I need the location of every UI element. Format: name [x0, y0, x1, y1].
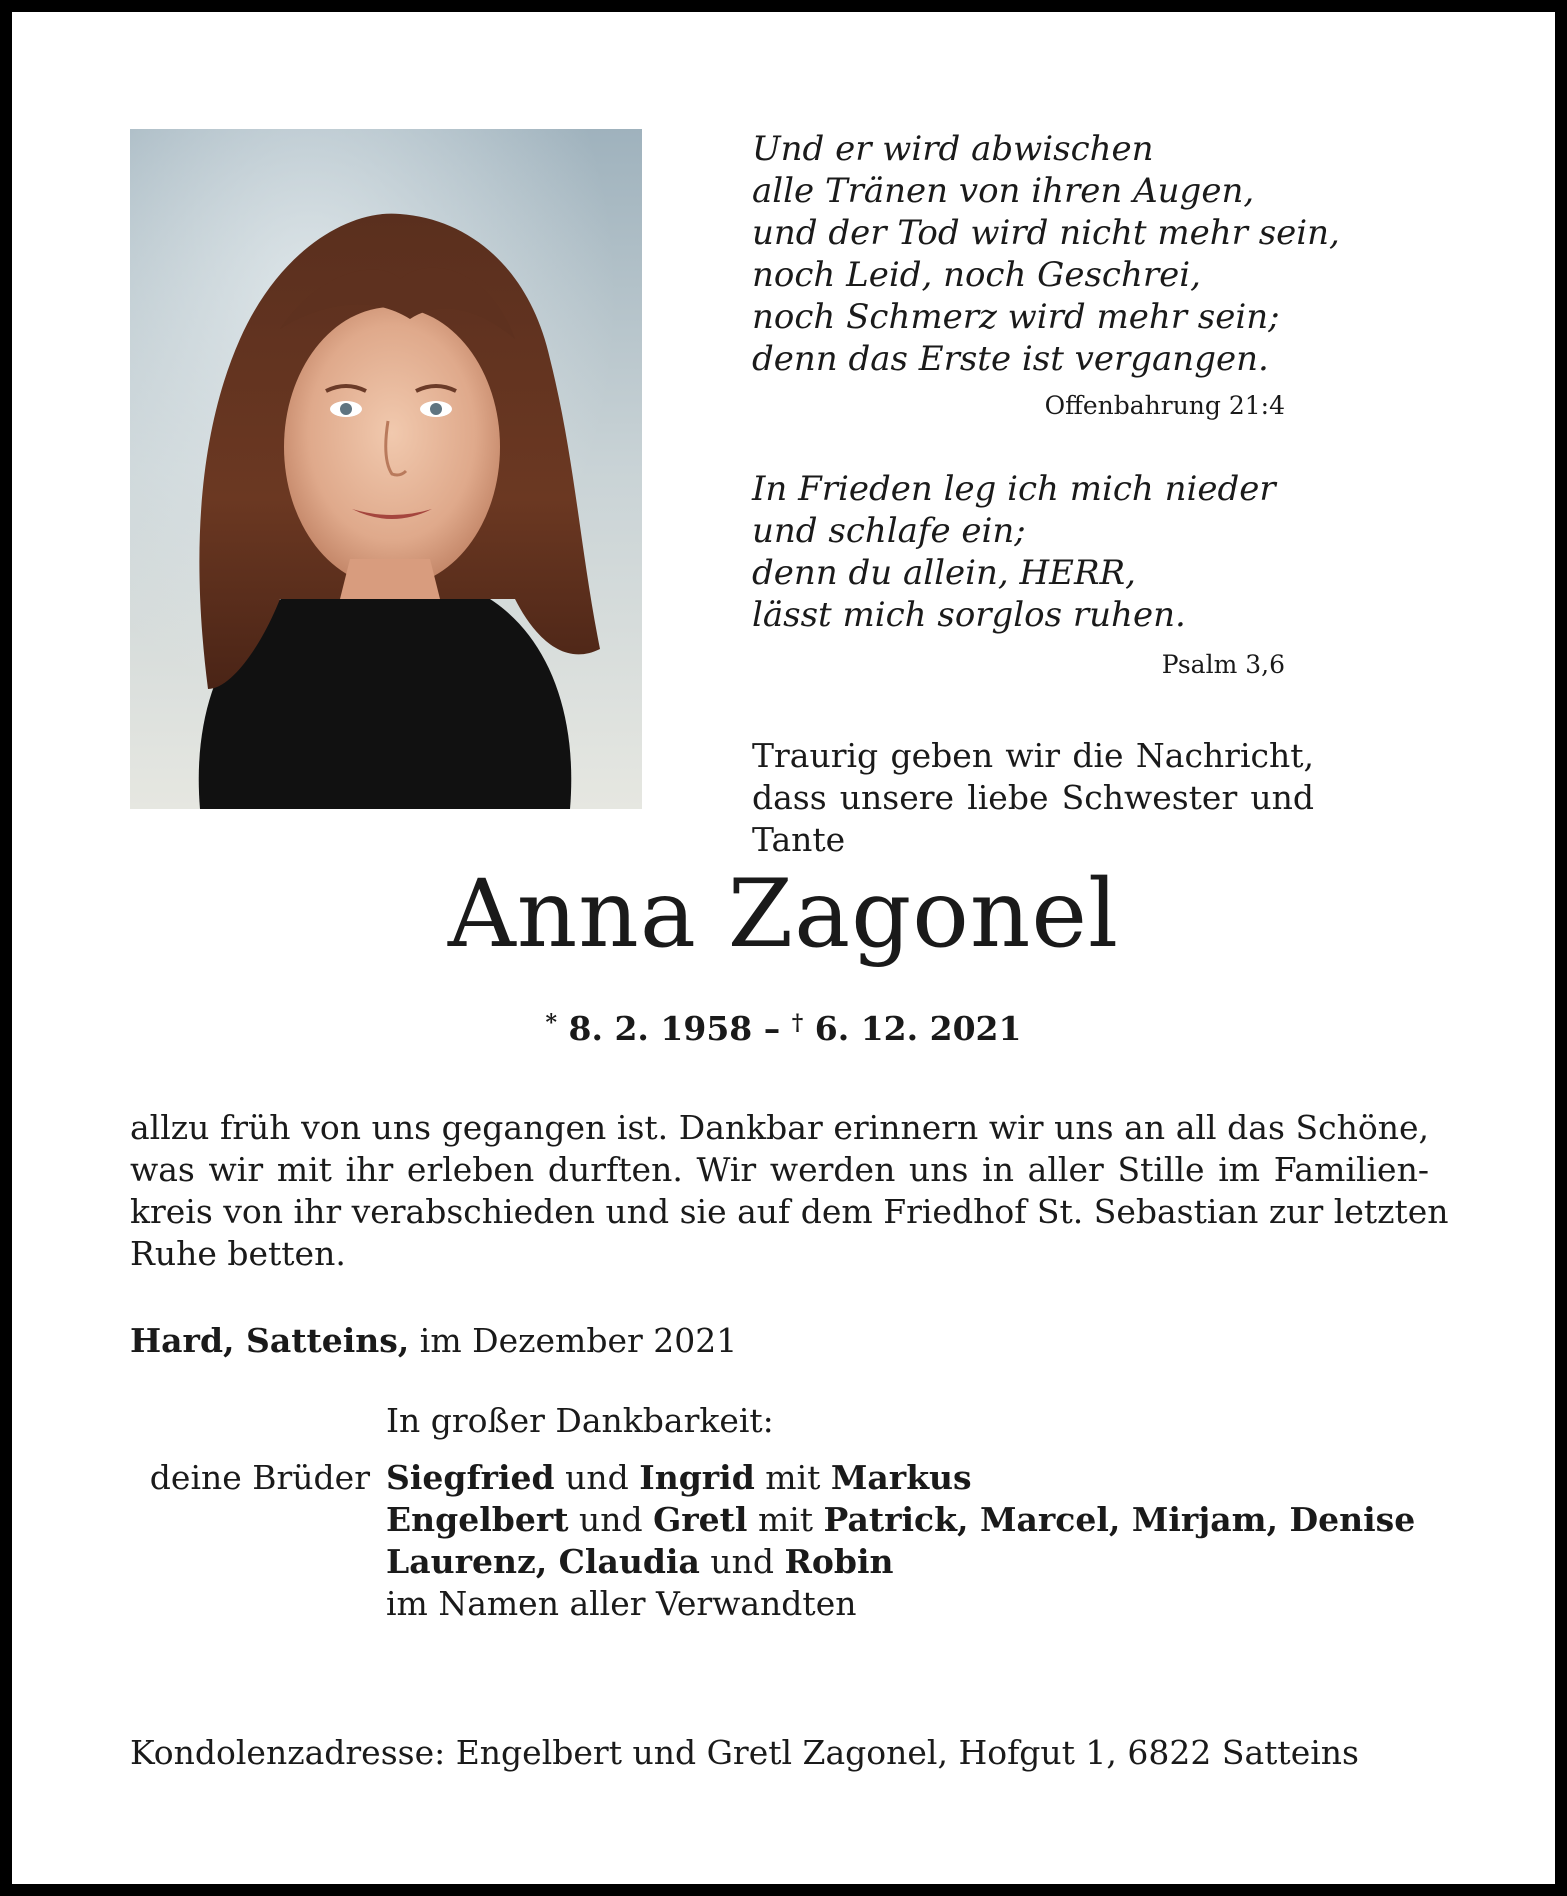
mourners-row	[386, 1499, 1415, 1541]
conjunction: und	[565, 1458, 629, 1497]
birth-symbol: *	[545, 1010, 558, 1036]
conjunction: und	[710, 1542, 774, 1581]
verse-2-line: In Frieden leg ich mich nieder	[752, 469, 1276, 509]
portrait-illustration	[130, 129, 642, 809]
mourner-name: Patrick, Marcel, Mirjam, Denise	[823, 1500, 1416, 1539]
verse-1-line: Und er wird abwischen	[752, 129, 1154, 169]
place-date: im Dezember 2021	[419, 1321, 738, 1360]
verse-2-line: und schlafe ein;	[752, 511, 1026, 551]
mourner-name: Gretl	[653, 1500, 748, 1539]
body-line: kreis von ihr verabschieden und sie auf dem Friedhof St. Sebastian zur letzten	[130, 1192, 1449, 1231]
death-date: 6. 12. 2021	[814, 1009, 1022, 1048]
death-symbol: †	[791, 1010, 804, 1036]
mourner-name: Engelbert	[386, 1500, 569, 1539]
body-line: Ruhe betten.	[130, 1234, 346, 1273]
verse-1-line: und der Tod wird nicht mehr sein,	[752, 213, 1340, 253]
mourner-name: Ingrid	[639, 1458, 755, 1497]
bible-verse-1	[752, 128, 1340, 380]
condolence-address: Kondolenzadresse: Engelbert und Gretl Zagonel, Hofgut 1, 6822 Satteins	[130, 1733, 1359, 1772]
life-dates	[12, 1002, 1555, 1050]
verse-1-line: noch Schmerz wird mehr sein;	[752, 297, 1280, 337]
verse-1-line: alle Tränen von ihren Augen,	[752, 171, 1255, 211]
mourners-list	[386, 1457, 1415, 1625]
announcement-intro: Traurig geben wir die Nachricht, dass unsere liebe Schwester und Tante	[752, 736, 1314, 859]
conjunction: und	[578, 1500, 643, 1539]
announcement-body	[130, 1107, 1449, 1275]
verse-1-line: noch Leid, noch Geschrei,	[752, 255, 1201, 295]
portrait-photo	[130, 129, 642, 809]
mourner-name: Markus	[830, 1458, 972, 1497]
body-line: was wir mit ihr erleben durften. Wir werden uns in aller Stille im Familien-	[130, 1150, 1429, 1189]
conjunction: mit	[757, 1500, 814, 1539]
bible-verse-2	[752, 468, 1312, 636]
verse-1-reference: Offenbahrung 21:4	[1044, 391, 1285, 420]
mourners-row	[386, 1457, 1415, 1499]
mourners-row	[386, 1541, 1415, 1583]
deceased-name: Anna Zagonel	[447, 860, 1120, 969]
place-towns: Hard, Satteins,	[130, 1321, 410, 1360]
conjunction: mit	[765, 1458, 821, 1497]
verse-2-line: lässt mich sorglos ruhen.	[752, 595, 1186, 635]
body-line: allzu früh von uns gegangen ist. Dankbar erinnern wir uns an all das Schöne,	[130, 1108, 1429, 1147]
obituary-page	[12, 12, 1555, 1884]
verse-2-line: denn du allein, HERR,	[752, 553, 1136, 593]
mourner-name: Robin	[784, 1542, 894, 1581]
mourner-name: Siegfried	[386, 1458, 555, 1497]
birth-date: 8. 2. 1958	[568, 1009, 753, 1048]
gratitude-line: In großer Dankbarkeit:	[386, 1401, 774, 1440]
from-label: deine Brüder	[149, 1458, 370, 1497]
place-and-date	[130, 1320, 737, 1362]
date-separator: –	[763, 1009, 781, 1048]
mourners-closing: im Namen aller Verwandten	[386, 1584, 857, 1623]
verse-1-line: denn das Erste ist vergangen.	[752, 339, 1269, 379]
mourner-name: Laurenz, Claudia	[386, 1542, 700, 1581]
verse-2-reference: Psalm 3,6	[1161, 650, 1285, 679]
